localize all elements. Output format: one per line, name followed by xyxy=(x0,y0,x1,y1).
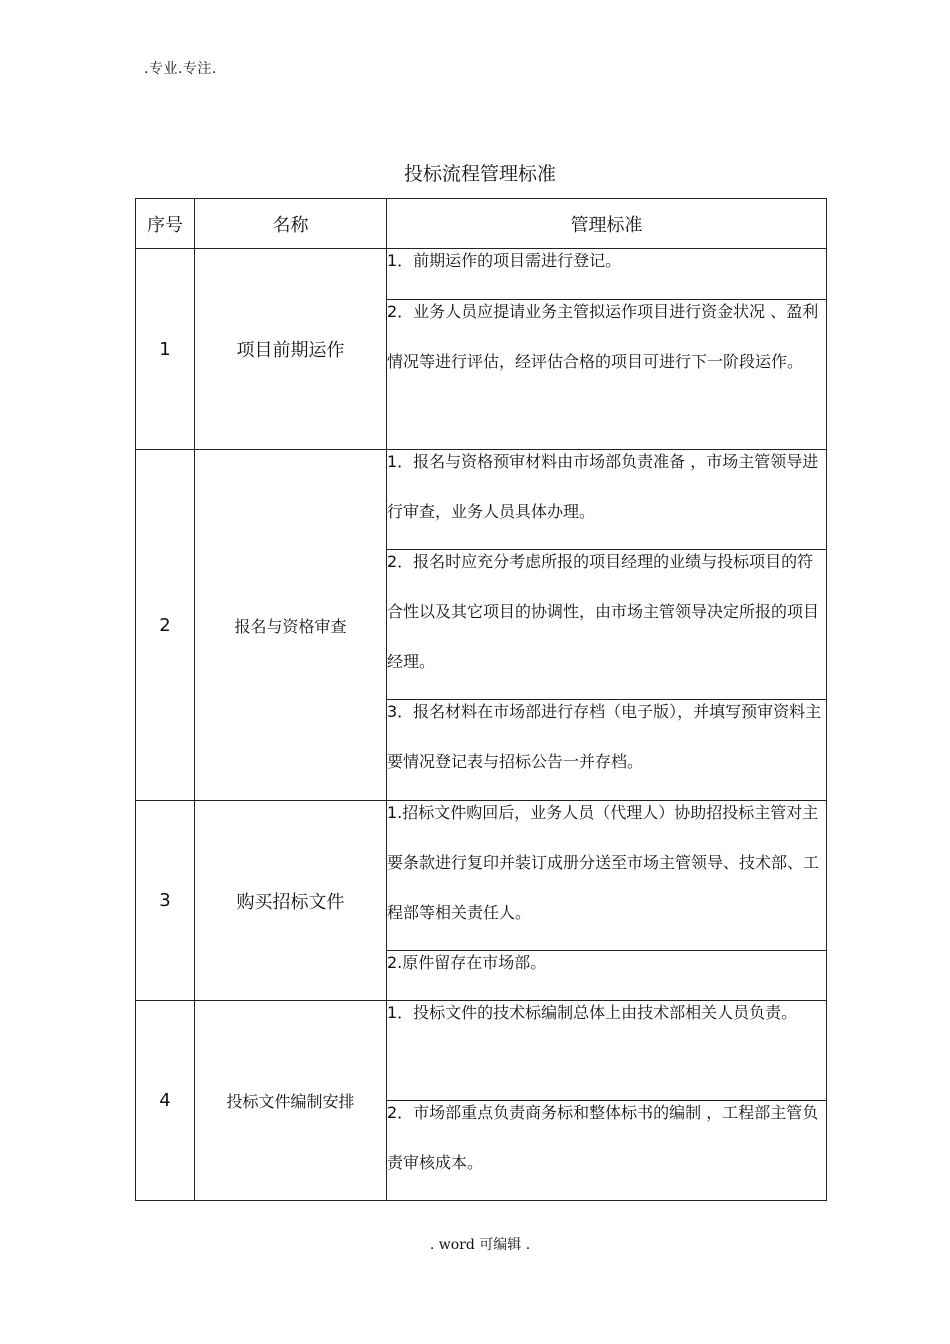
row-seq: 4 xyxy=(136,1001,195,1201)
header-standard: 管理标准 xyxy=(387,199,827,249)
header-note: .专业.专注. xyxy=(144,61,217,77)
standard-item: 1．投标文件的技术标编制总体上由技术部相关人员负责。 xyxy=(387,1001,827,1101)
row-name: 投标文件编制安排 xyxy=(195,1001,387,1201)
table-row xyxy=(136,1001,827,1101)
standard-item: 3．报名材料在市场部进行存档（电子版），并填写预审资料主要情况登记表与招标公告一并存档。 xyxy=(387,700,827,801)
standard-item: 2．报名时应充分考虑所报的项目经理的业绩与投标项目的符合性以及其它项目的协调性，由市场主管领导决定所报的项目经理。 xyxy=(387,550,827,700)
table-row xyxy=(136,450,827,550)
row-seq: 3 xyxy=(136,801,195,1001)
row-seq: 1 xyxy=(136,249,195,450)
header-name: 名称 xyxy=(195,199,387,249)
row-seq: 2 xyxy=(136,450,195,801)
table-row xyxy=(136,801,827,951)
standard-item: 1．前期运作的项目需进行登记。 xyxy=(387,249,827,300)
standard-item: 2．业务人员应提请业务主管拟运作项目进行资金状况 、盈利情况等进行评估，经评估合格的项目可进行下一阶段运作。 xyxy=(387,300,827,450)
standard-item: 1．报名与资格预审材料由市场部负责准备 ，市场主管领导进行审查，业务人员具体办理。 xyxy=(387,450,827,550)
row-name: 购买招标文件 xyxy=(195,801,387,1001)
standard-item: 2.原件留存在市场部。 xyxy=(387,951,827,1001)
management-standard-table xyxy=(135,198,827,1201)
row-name: 项目前期运作 xyxy=(195,249,387,450)
standard-item: 2．市场部重点负责商务标和整体标书的编制 ，工程部主管负责审核成本。 xyxy=(387,1101,827,1201)
document-title: 投标流程管理标准 xyxy=(403,163,556,185)
header-seq: 序号 xyxy=(136,199,195,249)
footer-note: . word 可编辑 . xyxy=(429,1237,531,1253)
standard-item: 1.招标文件购回后，业务人员（代理人）协助招投标主管对主要条款进行复印并装订成册分送至市场主管领导、技术部、工程部等相关责任人。 xyxy=(387,801,827,951)
row-name: 报名与资格审查 xyxy=(195,450,387,801)
